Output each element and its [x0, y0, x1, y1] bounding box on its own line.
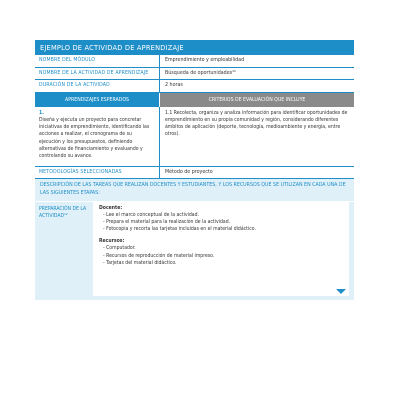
learning-row: [35, 107, 354, 167]
document-title: EJEMPLO DE ACTIVIDAD DE APRENDIZAJE: [35, 40, 354, 55]
activity-name-value: Búsqueda de oportunidades¹¹: [159, 68, 354, 80]
resources-title: Recursos:: [99, 238, 125, 245]
continue-arrow-icon: [336, 289, 346, 294]
preparation-label: PREPARACIÓN DE LA ACTIVIDAD¹²: [39, 206, 87, 219]
duration-row: [35, 80, 354, 93]
preparation-section: [35, 202, 354, 296]
activity-document: [35, 40, 354, 300]
teacher-title: Docente:: [99, 205, 123, 211]
description-header: DESCRIPCIÓN DE LAS TAREAS QUE REALIZAN DOCENTES Y ESTUDIANTES, Y LOS RECURSOS QUE SE UTILIZAN EN CADA UNA DE LAS SIGUIENTES ETAPAS:: [35, 179, 354, 202]
teacher-item: - Prepara el material para la realización de la actividad.: [103, 219, 231, 226]
criteria-header: CRITERIOS DE EVALUACIÓN QUE INCLUYE: [160, 93, 354, 107]
methodology-row: [35, 167, 354, 180]
resource-item: - Tarjetas del material didáctico.: [103, 259, 177, 266]
methodology-label: METODOLOGÍAS SELECCIONADAS: [35, 167, 159, 179]
learning-number: 1.: [39, 109, 44, 116]
duration-value: 2 horas: [159, 80, 354, 92]
module-row: [35, 55, 354, 68]
module-label: NOMBRE DEL MÓDULO: [35, 55, 159, 67]
resource-item: - Recursos de reproducción de material impreso.: [103, 252, 215, 259]
teacher-item: - Lee el marco conceptual de la actividad.: [103, 212, 199, 219]
activity-name-row: [35, 68, 354, 81]
learning-header: APRENDIZAJES ESPERADOS: [35, 93, 159, 107]
methodology-value: Método de proyecto: [159, 167, 354, 179]
criteria-text: 1.1 Recolecta, organiza y analiza información para identificar oportunidades de emprendimiento en su propia comunidad y región, considerando diferentes ámbitos de aplicación (deporte, tecnología, medioambiente y energía, entre otros).: [159, 107, 354, 166]
learning-cell: [35, 107, 159, 166]
preparation-content: [93, 202, 349, 296]
table-header: [35, 93, 354, 107]
resource-item: - Computador.: [103, 245, 136, 252]
teacher-item: - Fotocopia y recorta las tarjetas incluidas en el material didáctico.: [103, 226, 256, 233]
bottom-divider: [35, 296, 354, 300]
duration-label: DURACIÓN DE LA ACTIVIDAD: [35, 80, 159, 92]
learning-text: Diseña y ejecuta un proyecto para concretar iniciativas de emprendimiento, identificando las acciones a realizar, el cronograma de su ejecución y los presupuestos, definiendo alternativas de financiamiento y evaluando y controlando su avance.: [39, 116, 150, 160]
module-value: Emprendimiento y empleabilidad: [159, 55, 354, 67]
activity-name-label: NOMBRE DE LA ACTIVIDAD DE APRENDIZAJE: [35, 68, 159, 80]
